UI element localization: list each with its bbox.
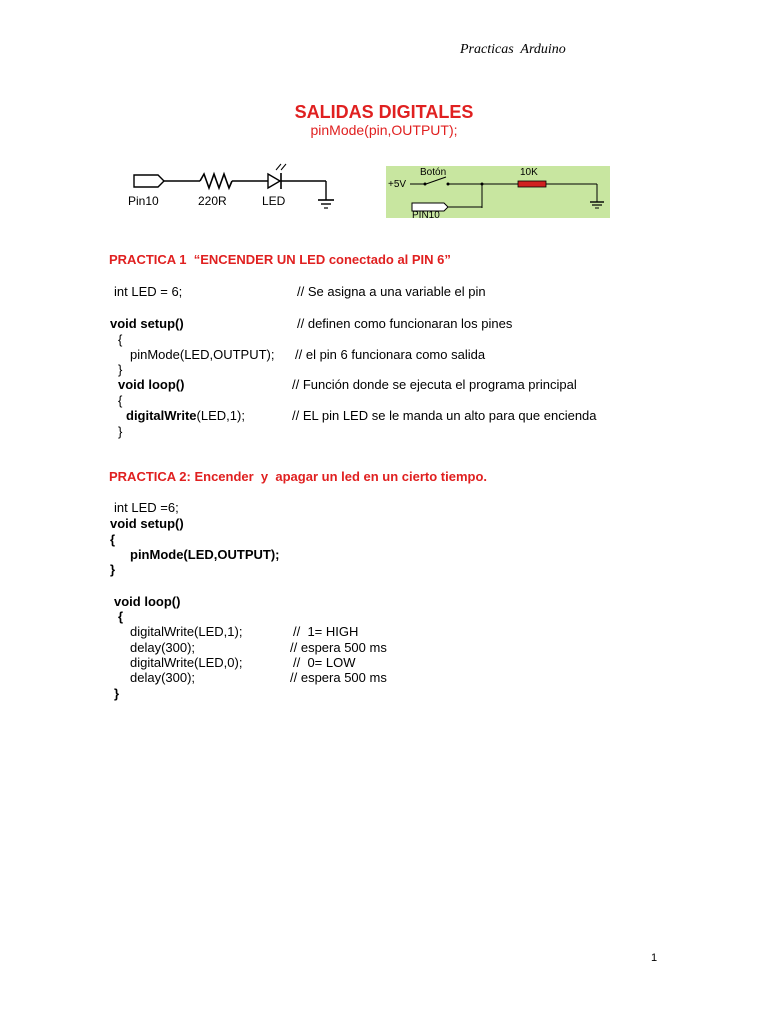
practica2-heading: PRACTICA 2: Encender y apagar un led en un cierto tiempo. xyxy=(109,469,488,484)
code-line: digitalWrite(LED,0); xyxy=(130,655,243,670)
resistor-symbol xyxy=(200,174,232,188)
resistor-label: 10K xyxy=(520,167,538,178)
code-line: delay(300); xyxy=(130,640,196,655)
pin-connector-shape xyxy=(134,175,164,187)
code-comment: // espera 500 ms xyxy=(290,640,387,655)
code-line: } xyxy=(110,562,116,577)
button-circuit-diagram xyxy=(386,166,610,218)
code-line: { xyxy=(118,332,123,347)
code-line xyxy=(126,408,245,423)
document-header: Practicas Arduino xyxy=(460,42,566,57)
code-line: digitalWrite(LED,1); xyxy=(130,624,243,639)
vcc-label: +5V xyxy=(388,179,407,190)
code-line: { xyxy=(118,609,124,624)
code-comment: // EL pin LED se le manda un alto para que encienda xyxy=(292,408,597,423)
practica1-heading: PRACTICA 1 “ENCENDER UN LED conectado al PIN 6” xyxy=(109,252,451,267)
led-label: LED xyxy=(262,194,286,208)
pin-label: PIN10 xyxy=(412,210,440,218)
led-circuit-diagram xyxy=(128,160,343,216)
code-line: int LED = 6; xyxy=(114,284,183,299)
code-line: } xyxy=(118,362,123,377)
code-comment: // 1= HIGH xyxy=(293,624,359,639)
code-comment: // el pin 6 funcionara como salida xyxy=(295,347,486,362)
code-line: void loop() xyxy=(114,594,181,609)
code-line: int LED =6; xyxy=(114,500,179,515)
code-comment: // Se asigna a una variable el pin xyxy=(297,284,486,299)
led-diode-symbol xyxy=(268,174,280,188)
code-line: delay(300); xyxy=(130,670,196,685)
code-comment: // espera 500 ms xyxy=(290,670,387,685)
code-line: } xyxy=(118,424,123,439)
code-comment: // Función donde se ejecuta el programa principal xyxy=(292,377,577,392)
code-line: { xyxy=(118,393,123,408)
code-args: (LED,1); xyxy=(196,408,245,423)
code-comment: // definen como funcionaran los pines xyxy=(297,316,513,331)
code-comment: // 0= LOW xyxy=(293,655,356,670)
led-light-arrow xyxy=(281,164,286,170)
code-line: pinMode(LED,OUTPUT); xyxy=(130,547,280,562)
resistor-label: 220R xyxy=(198,194,227,208)
pin-label: Pin10 xyxy=(128,194,159,208)
code-line: } xyxy=(114,686,120,701)
code-line: void setup() xyxy=(110,316,184,331)
code-keyword: digitalWrite xyxy=(126,408,197,423)
page-subtitle: pinMode(pin,OUTPUT); xyxy=(310,122,458,138)
resistor-symbol xyxy=(518,181,546,187)
code-line: void setup() xyxy=(110,516,184,531)
page-title: SALIDAS DIGITALES xyxy=(294,102,474,122)
code-line: void loop() xyxy=(118,377,185,392)
led-light-arrow xyxy=(276,164,281,170)
page-number: 1 xyxy=(651,952,658,964)
code-line: { xyxy=(110,532,116,547)
code-line: pinMode(LED,OUTPUT); xyxy=(130,347,275,362)
button-label: Botón xyxy=(420,167,447,178)
